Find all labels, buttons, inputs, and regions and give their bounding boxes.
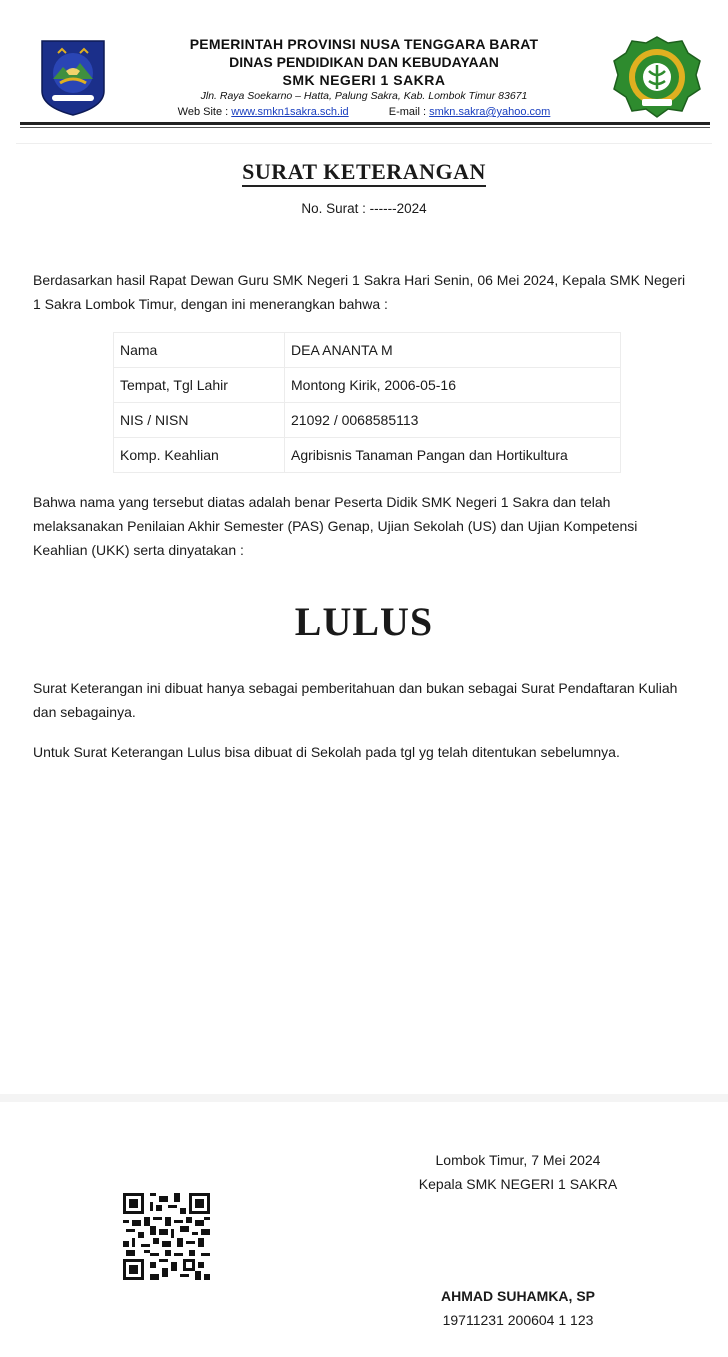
email-link[interactable]: smkn.sakra@yahoo.com	[429, 106, 551, 118]
document-title	[0, 159, 728, 185]
website-label: Web Site :	[177, 106, 229, 118]
letterhead-address: Jln. Raya Soekarno – Hatta, Palung Sakra, Kab. Lombok Timur 83671	[200, 90, 528, 102]
statement-paragraph: Bahwa nama yang tersebut diatas adalah benar Peserta Didik SMK Negeri 1 Sakra dan telah melaksanakan Penilaian Akhir Semester (PAS) Genap, Ujian Sekolah (US) dan Ujian Kompetensi Keahlian (UKK) serta dinyatakan :	[33, 494, 638, 558]
letterhead-department: DINAS PENDIDIKAN DAN KEBUDAYAAN	[229, 54, 499, 70]
note-paragraph-2: Untuk Surat Keterangan Lulus bisa dibuat di Sekolah pada tgl yg telah ditentukan sebelumnya.	[33, 744, 620, 760]
intro-paragraph: Berdasarkan hasil Rapat Dewan Guru SMK Negeri 1 Sakra Hari Senin, 06 Mei 2024, Kepala SMK Negeri 1 Sakra Lombok Timur, dengan ini menerangkan bahwa :	[33, 272, 686, 312]
student-info-table	[113, 332, 621, 473]
section-divider	[0, 1094, 728, 1102]
result-status: LULUS	[294, 599, 434, 644]
qr-code[interactable]	[123, 1193, 210, 1280]
letterhead-contact	[0, 106, 728, 118]
letter-number: No. Surat : ------2024	[301, 201, 427, 216]
table-row	[114, 333, 621, 368]
student-value: DEA ANANTA M	[285, 333, 621, 368]
signature-place-date: Lombok Timur, 7 Mei 2024	[435, 1152, 601, 1168]
letterhead-divider-thin	[20, 127, 710, 128]
website-link[interactable]: www.smkn1sakra.sch.id	[231, 106, 349, 118]
student-label: Komp. Keahlian	[114, 438, 285, 473]
student-value: 21092 / 0068585113	[285, 403, 621, 438]
letterhead-divider	[20, 122, 710, 125]
signature-nip: 19711231 200604 1 123	[442, 1312, 594, 1328]
table-row	[114, 438, 621, 473]
table-row	[114, 368, 621, 403]
student-label: NIS / NISN	[114, 403, 285, 438]
signature-name: AHMAD SUHAMKA, SP	[441, 1288, 595, 1304]
table-row	[114, 403, 621, 438]
note-paragraph-1: Surat Keterangan ini dibuat hanya sebagai pemberitahuan dan bukan sebagai Surat Pendaftaran Kuliah dan sebagainya.	[33, 680, 678, 720]
signature-position: Kepala SMK NEGERI 1 SAKRA	[418, 1176, 618, 1192]
document-title-text: SURAT KETERANGAN	[242, 159, 486, 187]
email-label: E-mail :	[388, 106, 427, 118]
student-value: Agribisnis Tanaman Pangan dan Hortikultura	[285, 438, 621, 473]
page-separator	[16, 143, 712, 144]
student-label: Nama	[114, 333, 285, 368]
letterhead-government: PEMERINTAH PROVINSI NUSA TENGGARA BARAT	[189, 36, 539, 52]
student-label: Tempat, Tgl Lahir	[114, 368, 285, 403]
student-value: Montong Kirik, 2006-05-16	[285, 368, 621, 403]
letterhead-school: SMK NEGERI 1 SAKRA	[282, 72, 446, 88]
